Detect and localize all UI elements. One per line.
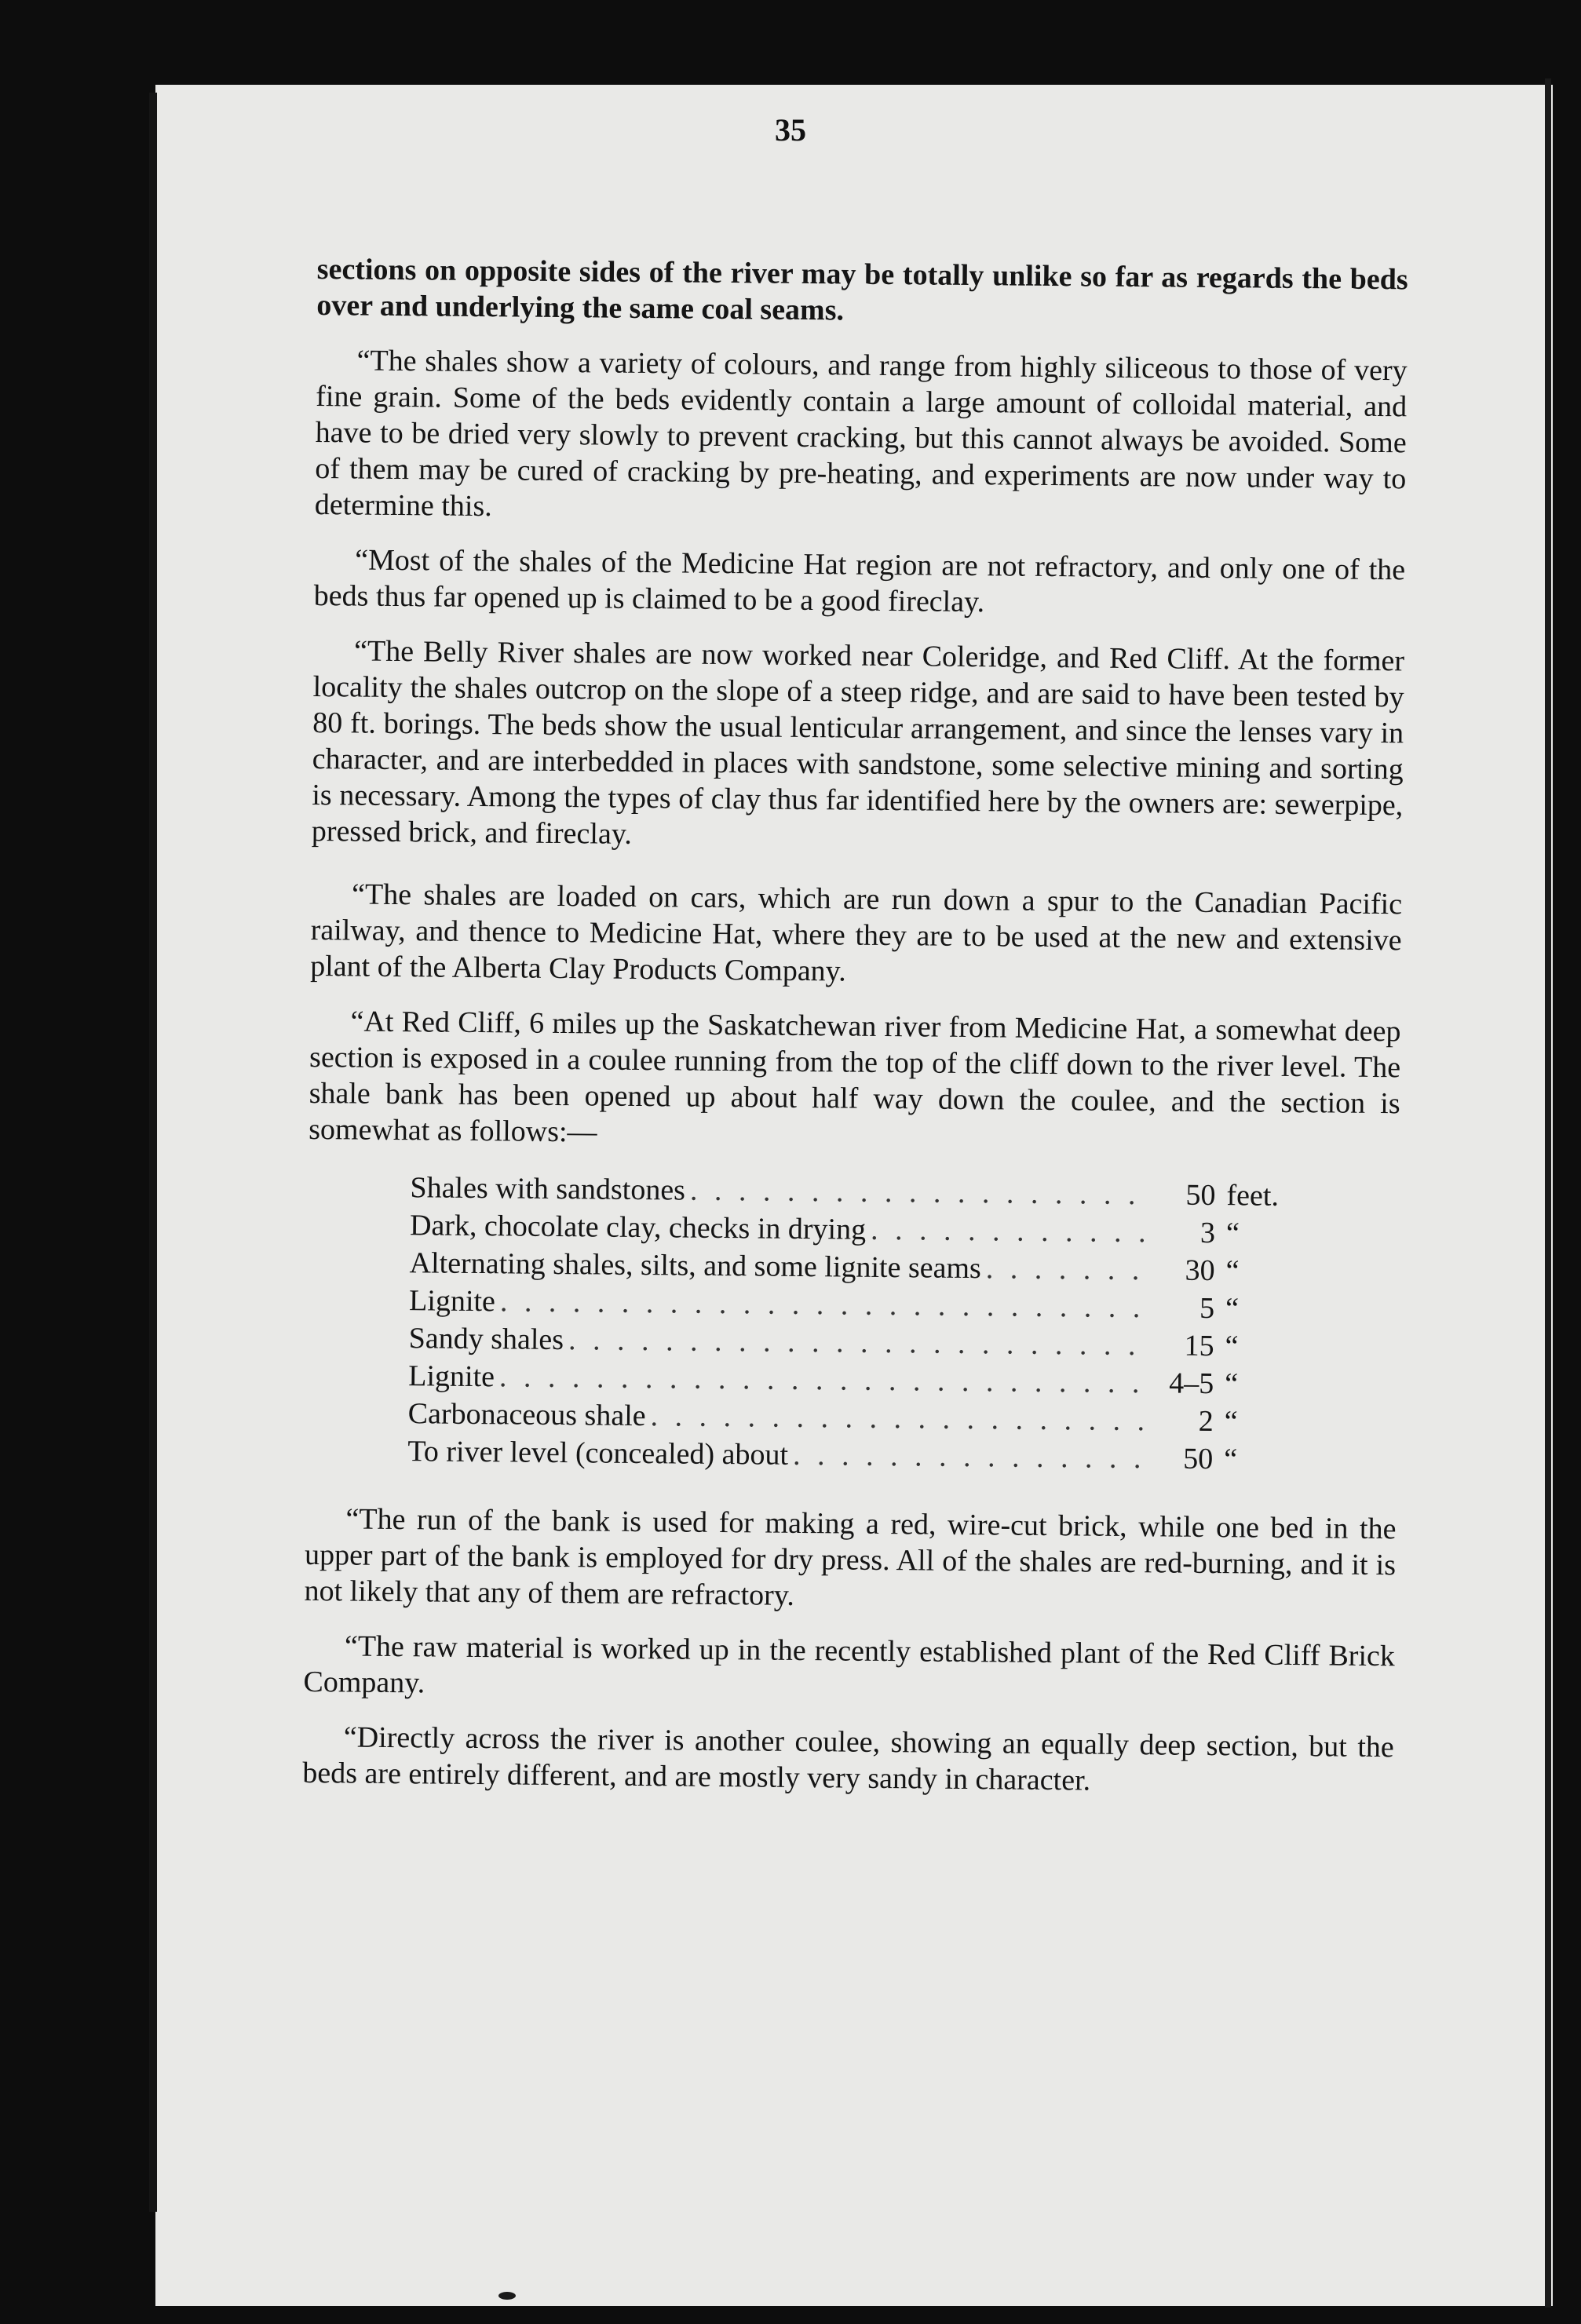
row-unit: “ [1224, 1443, 1238, 1476]
row-value: 15 [1184, 1329, 1214, 1363]
row-value: 4–5 [1169, 1366, 1214, 1401]
row-label: Dark, chocolate clay, checks in drying [409, 1209, 867, 1246]
paragraph-run-of-bank: “The run of the bank is used for making a red, wire-cut brick, while one bed in the upper part of the bank is employed for dry press. All of the shales are red-burning, and it is not likely that any of them are refractory. [304, 1502, 1397, 1612]
row-unit: “ [1225, 1254, 1240, 1288]
row-unit: “ [1225, 1330, 1239, 1363]
page-edge-left [149, 93, 157, 2212]
row-label: Lignite [408, 1359, 495, 1394]
paragraph-medicine-hat: “Most of the shales of the Medicine Hat region are not refractory, and only one of the beds thus far opened up is claimed to be a good fireclay. [313, 543, 1406, 619]
row-unit: “ [1225, 1217, 1240, 1250]
page-body [302, 251, 1408, 1820]
dot-leader [871, 1211, 1149, 1251]
row-value: 5 [1199, 1291, 1215, 1326]
row-unit: “ [1224, 1367, 1239, 1401]
paragraph-red-cliff: “At Red Cliff, 6 miles up the Saskatchewan river from Medicine Hat, a somewhat deep section is exposed in a coulee running from the top of the cliff down to the river level. The shale bank has been opened up about half way down the coulee, and the section is somewhat as follows:— [309, 1005, 1401, 1149]
section-table [407, 1169, 1298, 1479]
paragraph-continuation: sections on opposite sides of the river may be totally unlike so far as regards the beds over and underlying the same coal seams. [316, 252, 1408, 327]
table-row [407, 1432, 1294, 1479]
paragraph-raw-material: “The raw material is worked up in the recently established plant of the Red Cliff Brick Company. [303, 1629, 1396, 1700]
row-value: 30 [1185, 1253, 1215, 1288]
paragraph-shales-colours: “The shales show a variety of colours, and range from highly siliceous to those of very fine grain. Some of the beds evidently contain a large amount of colloidal material, and have to be dried very slowly to prevent cracking, but this cannot always be avoided. Some of them may be cured of cracking by pre-heating, and experiments are now under way to determine this. [314, 344, 1408, 524]
paragraph-cars: “The shales are loaded on cars, which are run down a spur to the Canadian Pacific railway, and thence to Medicine Hat, where they are to be used at the new and extensive plant of the Alberta Clay Products Company. [310, 877, 1403, 988]
row-unit: “ [1225, 1292, 1240, 1326]
page-edge-right [1545, 78, 1551, 2308]
row-label: Carbonaceous shale [407, 1397, 646, 1433]
dot-leader [500, 1282, 1149, 1326]
page-number: 35 [775, 112, 806, 148]
dot-leader [499, 1358, 1148, 1402]
scan-smudge [498, 2292, 516, 2300]
dot-leader [650, 1397, 1148, 1439]
dot-leader [690, 1172, 1150, 1214]
dot-leader [986, 1250, 1149, 1289]
row-label: Lignite [408, 1284, 496, 1319]
row-value: 2 [1198, 1404, 1214, 1439]
row-unit: feet. [1226, 1179, 1280, 1213]
row-value: 50 [1185, 1178, 1216, 1213]
dot-leader [793, 1436, 1148, 1477]
row-label: Alternating shales, silts, and some lignite seams [409, 1246, 982, 1286]
paragraph-belly-river: “The Belly River shales are now worked near Coleridge, and Red Cliff. At the former locality the shales outcrop on the slope of a steep ridge, and are said to have been tested by 80 ft. borings. The beds show the usual lenticular arrangement, and since the lenses vary in character, and are interbedded in places with sandstone, some selective mining and sorting is necessary. Among the types of clay thus far identified here by the owners are: sewerpipe, pressed brick, and fireclay. [311, 634, 1405, 851]
row-label: To river level (concealed) about [407, 1435, 789, 1472]
row-label: Shales with sandstones [410, 1171, 686, 1207]
row-unit: “ [1224, 1405, 1238, 1439]
row-label: Sandy shales [408, 1322, 564, 1357]
paragraph-across-river: “Directly across the river is another coulee, showing an equally deep section, but the beds are entirely different, and are mostly very sandy in character. [302, 1720, 1394, 1797]
row-value: 50 [1183, 1442, 1214, 1476]
dot-leader [568, 1321, 1148, 1364]
row-value: 3 [1199, 1216, 1216, 1250]
